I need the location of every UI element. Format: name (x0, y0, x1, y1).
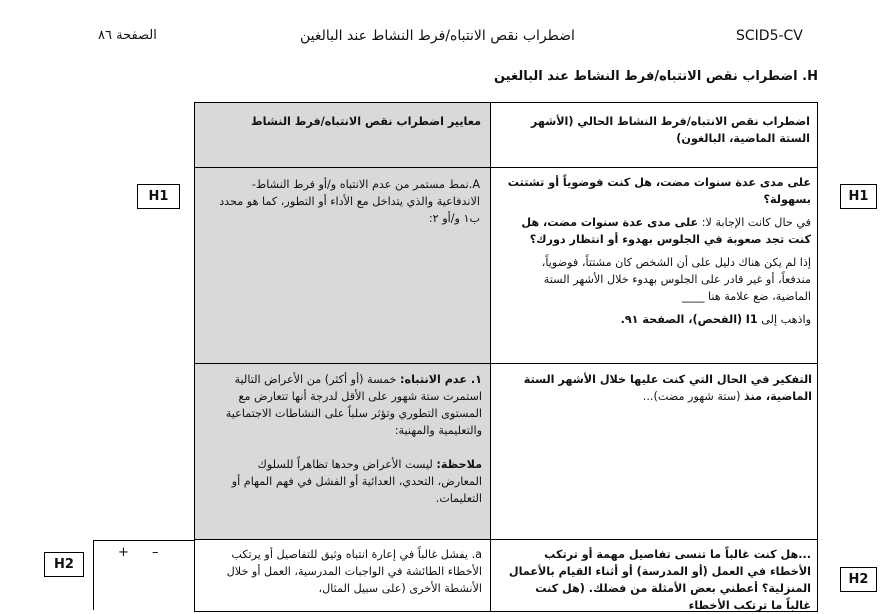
section-title (494, 69, 818, 84)
item-code-box-right: H1 (840, 184, 877, 209)
criteria-column-header: معايير اضطراب نقص الانتباه/فرط النشاط (251, 115, 481, 128)
criterion-a: A.نمط مستمر من عدم الانتباه و/أو فرط النشاط-الاندفاعية والذي يتداخل مع الأداء أو التطور، كما هو محدد ب١ و/أو ٢: (219, 178, 480, 225)
note-label: ملاحظة: (436, 458, 482, 471)
goto-instruction (507, 311, 811, 328)
rating-box (93, 540, 194, 610)
interview-column-header: اضطراب نقص الانتباه/فرط النشاط الحالي (الأشهر الستة الماضية، البالغون) (530, 115, 810, 145)
section-letter: H. (802, 69, 818, 84)
followup-condition: في حال كانت الإجابة لا: (701, 216, 811, 229)
inattention-heading: ١. عدم الانتباه: (400, 373, 482, 386)
criterion-inattention (210, 371, 482, 507)
interview-question-h2: ...هل كنت غالباً ما تنسى تفاصيل مهمة أو ترتكب الأخطاء في العمل (أو المدرسة) أو أثناء القيام بالأعمال المنزلية؟ أعطني بعض الأمثلة من فضلك. (هل كنت غالباً ما ترتكب الأخطاء (508, 548, 811, 612)
item-code-box-left: H1 (137, 184, 180, 209)
document-title: اضطراب نقص الانتباه/فرط النشاط عند البالغين (300, 28, 575, 44)
row-divider (194, 539, 818, 540)
note (210, 456, 482, 507)
row-divider (194, 167, 818, 168)
timeframe-prompt (512, 371, 812, 405)
item-code-box-left-h2: H2 (44, 552, 84, 577)
goto-prefix: واذهب إلى (761, 313, 811, 326)
timeframe-question: التفكير في الحال التي كنت عليها خلال الأشهر الستة الماضية، منذ (523, 373, 812, 403)
goto-code: I1 (745, 313, 758, 326)
row-divider (194, 363, 818, 364)
item-code-box-right-h2: H2 (840, 567, 877, 592)
rating-plus[interactable]: + (118, 545, 129, 560)
criterion-a-item-a: a. يفشل غالباً في إعارة انتباه وثيق للتفاصيل أو يرتكب الأخطاء الطائشة في الواجبات المدرسية، العمل أو خلال الأنشطة الأخرى (على سبيل المثال، (226, 548, 482, 595)
interview-question-h1 (507, 174, 811, 328)
rating-minus[interactable]: – (152, 545, 159, 560)
followup-question: على مدى عدة سنوات مضت، هل كنت تجد صعوبة في الجلوس بهدوء أو انتظار دورك؟ (521, 216, 811, 246)
note-text: ليست الأعراض وحدها تظاهراً للسلوك المعارض، التحدي، العدائية أو الفشل في فهم المهام أو التعليمات. (231, 458, 482, 505)
skip-instruction: إذا لم يكن هناك دليل على أن الشخص كان مشتتاً، فوضوياً، مندفعاً، أو غير قادر على الجلوس بهدوء خلال الأشهر الستة الماضية، ضع علامة هنا ____ (541, 256, 811, 303)
timeframe-suffix: (ستة شهور مضت)... (642, 390, 741, 403)
question-main: على مدى عدة سنوات مضت، هل كنت فوضوياً أو تشتتت بسهولة؟ (507, 176, 811, 206)
column-divider (490, 102, 491, 612)
page-number: الصفحة ٨٦ (98, 28, 157, 43)
goto-target: (الفحص)، الصفحة ٩١. (620, 313, 743, 326)
section-name: اضطراب نقص الانتباه/فرط النشاط عند البالغين (493, 69, 798, 84)
inattention-definition (210, 371, 482, 439)
document-code: SCID5-CV (736, 28, 803, 44)
inattention-text: خمسة (أو أكثر) من الأعراض التالية استمرت ستة شهور على الأقل لدرجة أنها تتعارض مع المستوى التطوري وتؤثر سلباً على النشاطات الاجتماعية والتعليمية والمهنية: (225, 373, 482, 437)
question-followup (507, 214, 811, 248)
